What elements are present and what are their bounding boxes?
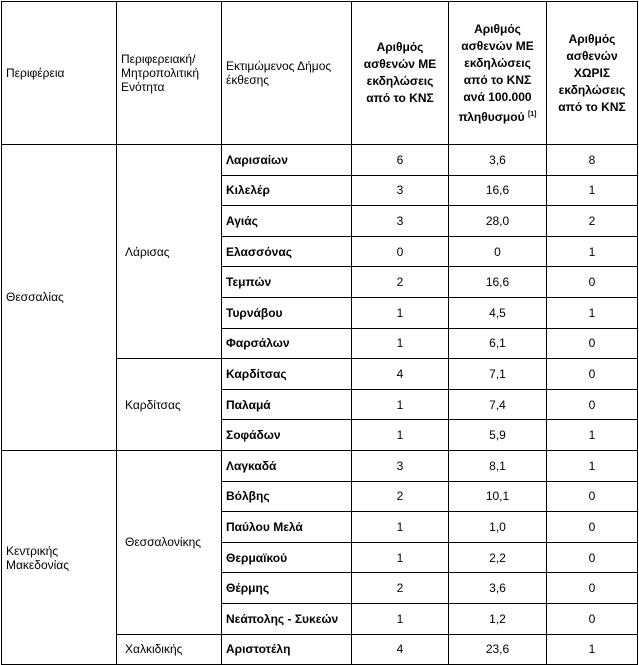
with-cns-cell: 2	[352, 573, 449, 604]
region-cell: Θεσσαλίας	[2, 145, 117, 451]
unit-cell: Καρδίτσας	[117, 359, 222, 451]
per-100k-cell: 0	[449, 236, 547, 267]
municipality-cell: Καρδίτσας	[222, 359, 352, 390]
without-cns-cell: 0	[547, 389, 638, 420]
without-cns-cell: 8	[547, 145, 638, 176]
municipality-cell: Αριστοτέλη	[222, 634, 352, 665]
with-cns-cell: 1	[352, 420, 449, 451]
without-cns-cell: 1	[547, 420, 638, 451]
header-municipality: Εκτιμώμενος Δήμος έκθεσης	[222, 2, 352, 145]
without-cns-cell: 1	[547, 236, 638, 267]
table-body	[2, 145, 638, 665]
per-100k-cell: 6,1	[449, 328, 547, 359]
with-cns-cell: 1	[352, 603, 449, 634]
unit-cell: Θεσσαλονίκης	[117, 450, 222, 634]
with-cns-cell: 3	[352, 450, 449, 481]
municipality-cell: Τεμπών	[222, 267, 352, 298]
municipality-cell: Λαρισαίων	[222, 145, 352, 176]
with-cns-cell: 6	[352, 145, 449, 176]
with-cns-cell: 1	[352, 328, 449, 359]
with-cns-cell: 3	[352, 175, 449, 206]
municipality-cell: Σοφάδων	[222, 420, 352, 451]
per-100k-cell: 16,6	[449, 267, 547, 298]
without-cns-cell: 1	[547, 634, 638, 665]
unit-cell: Λάρισας	[117, 145, 222, 359]
per-100k-cell: 5,9	[449, 420, 547, 451]
per-100k-cell: 7,1	[449, 359, 547, 390]
municipality-cell: Θέρμης	[222, 573, 352, 604]
without-cns-cell: 0	[547, 267, 638, 298]
with-cns-cell: 2	[352, 481, 449, 512]
without-cns-cell: 0	[547, 573, 638, 604]
without-cns-cell: 1	[547, 450, 638, 481]
with-cns-cell: 3	[352, 206, 449, 237]
municipality-cell: Λαγκαδά	[222, 450, 352, 481]
table-row	[2, 145, 638, 176]
header-row	[2, 2, 638, 145]
per-100k-cell: 1,0	[449, 512, 547, 543]
municipality-cell: Θερμαϊκού	[222, 542, 352, 573]
with-cns-cell: 0	[352, 236, 449, 267]
header-with-cns: Αριθμός ασθενών ΜΕ εκδηλώσεις από το ΚΝΣ	[352, 2, 449, 145]
without-cns-cell: 0	[547, 603, 638, 634]
per-100k-cell: 23,6	[449, 634, 547, 665]
with-cns-cell: 4	[352, 359, 449, 390]
municipality-cell: Φαρσάλων	[222, 328, 352, 359]
with-cns-cell: 1	[352, 542, 449, 573]
per-100k-cell: 16,6	[449, 175, 547, 206]
per-100k-cell: 28,0	[449, 206, 547, 237]
municipality-cell: Κιλελέρ	[222, 175, 352, 206]
municipality-cell: Αγιάς	[222, 206, 352, 237]
without-cns-cell: 0	[547, 328, 638, 359]
with-cns-cell: 1	[352, 297, 449, 328]
per-100k-cell: 10,1	[449, 481, 547, 512]
per-100k-cell: 7,4	[449, 389, 547, 420]
unit-cell: Χαλκιδικής	[117, 634, 222, 665]
municipality-cell: Παλαμά	[222, 389, 352, 420]
without-cns-cell: 0	[547, 542, 638, 573]
header-unit: Περιφερειακή/ Μητροπολιτική Ενότητα	[117, 2, 222, 145]
with-cns-cell: 2	[352, 267, 449, 298]
header-per-100k-text: Αριθμός ασθενών ΜΕ εκδηλώσεις από το ΚΝΣ ανά 100.000 πληθυσμού	[458, 21, 534, 124]
municipality-cell: Βόλβης	[222, 481, 352, 512]
table-row	[2, 450, 638, 481]
municipality-cell: Παύλου Μελά	[222, 512, 352, 543]
header-per-100k	[449, 2, 547, 145]
with-cns-cell: 1	[352, 389, 449, 420]
region-cell: Κεντρικής Μακεδονίας	[2, 450, 117, 664]
header-without-cns: Αριθμός ασθενών ΧΩΡΙΣ εκδηλώσεις από το ΚΝΣ	[547, 2, 638, 145]
without-cns-cell: 2	[547, 206, 638, 237]
footnote-ref[interactable]: [1]	[527, 110, 537, 118]
per-100k-cell: 8,1	[449, 450, 547, 481]
per-100k-cell: 4,5	[449, 297, 547, 328]
per-100k-cell: 2,2	[449, 542, 547, 573]
per-100k-cell: 1,2	[449, 603, 547, 634]
cases-table	[1, 1, 638, 665]
per-100k-cell: 3,6	[449, 573, 547, 604]
municipality-cell: Νεάπολης - Συκεών	[222, 603, 352, 634]
with-cns-cell: 1	[352, 512, 449, 543]
municipality-cell: Τυρνάβου	[222, 297, 352, 328]
without-cns-cell: 0	[547, 512, 638, 543]
without-cns-cell: 1	[547, 297, 638, 328]
per-100k-cell: 3,6	[449, 145, 547, 176]
municipality-cell: Ελασσόνας	[222, 236, 352, 267]
without-cns-cell: 1	[547, 175, 638, 206]
header-region: Περιφέρεια	[2, 2, 117, 145]
without-cns-cell: 0	[547, 359, 638, 390]
with-cns-cell: 4	[352, 634, 449, 665]
without-cns-cell: 0	[547, 481, 638, 512]
